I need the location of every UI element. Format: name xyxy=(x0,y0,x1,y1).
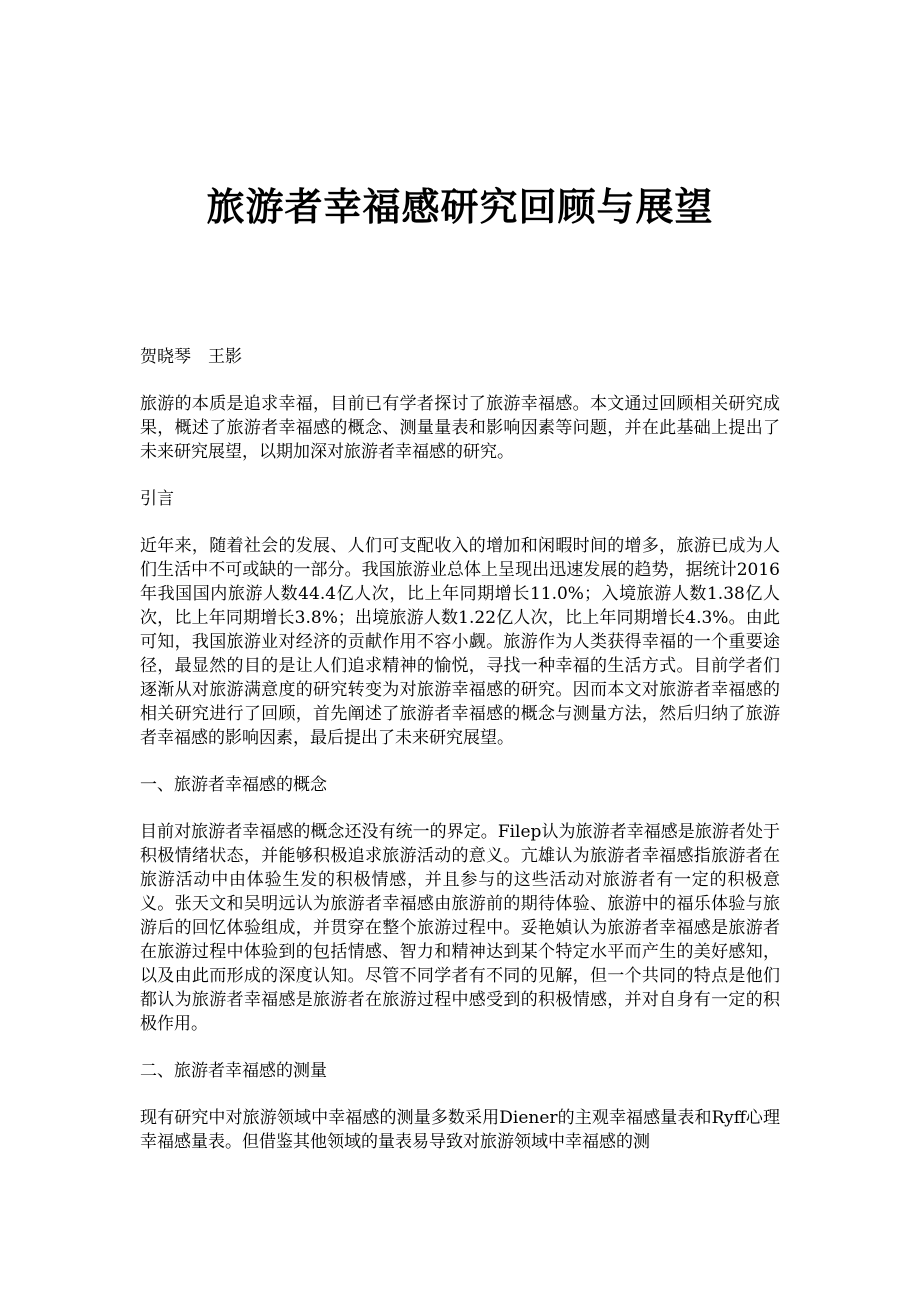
section-body-concept: 目前对旅游者幸福感的概念还没有统一的界定。Filep认为旅游者幸福感是旅游者处于积极情绪状态，并能够积极追求旅游活动的意义。亢雄认为旅游者幸福感指旅游者在旅游活动中由体验生发的积极情感，并且参与的这些活动对旅游者有一定的积极意义。张天文和吴明远认为旅游者幸福感由旅游前的期待体验、旅游中的福乐体验与旅游后的回忆体验组成，并贯穿在整个旅游过程中。妥艳媜认为旅游者幸福感是旅游者在旅游过程中体验到的包括情感、智力和精神达到某个特定水平而产生的美好感知，以及由此而形成的深度认知。尽管不同学者有不同的见解，但一个共同的特点是他们都认为旅游者幸福感是旅游者在旅游过程中感受到的积极情感，并对自身有一定的积极作用。 xyxy=(140,822,780,1034)
abstract-paragraph: 旅游的本质是追求幸福，目前已有学者探讨了旅游幸福感。本文通过回顾相关研究成果，概述了旅游者幸福感的概念、测量量表和影响因素等问题，并在此基础上提出了未来研究展望，以期加深对旅游者幸福感的研究。 xyxy=(140,394,780,462)
section-heading-concept: 一、旅游者幸福感的概念 xyxy=(140,775,327,795)
document-content xyxy=(140,345,780,1177)
section-heading-introduction: 引言 xyxy=(140,489,174,509)
section-body-measurement: 现有研究中对旅游领域中幸福感的测量多数采用Diener的主观幸福感量表和Ryff心理幸福感量表。但借鉴其他领域的量表易导致对旅游领域中幸福感的测 xyxy=(140,1108,780,1152)
authors-line: 贺晓琴 王影 xyxy=(140,347,242,367)
section-body-introduction: 近年来，随着社会的发展、人们可支配收入的增加和闲暇时间的增多，旅游已成为人们生活中不可或缺的一部分。我国旅游业总体上呈现出迅速发展的趋势，据统计2016年我国国内旅游人数44.4亿人次，比上年同期增长11.0%；入境旅游人数1.38亿人次，比上年同期增长3.8%；出境旅游人数1.22亿人次，比上年同期增长4.3%。由此可知，我国旅游业对经济的贡献作用不容小觑。旅游作为人类获得幸福的一个重要途径，最显然的目的是让人们追求精神的愉悦，寻找一种幸福的生活方式。目前学者们逐渐从对旅游满意度的研究转变为对旅游幸福感的研究。因而本文对旅游者幸福感的相关研究进行了回顾，首先阐述了旅游者幸福感的概念与测量方法，然后归纳了旅游者幸福感的影响因素，最后提出了未来研究展望。 xyxy=(140,536,780,748)
document-title: 旅游者幸福感研究回顾与展望 xyxy=(206,184,714,229)
section-heading-measurement: 二、旅游者幸福感的测量 xyxy=(140,1061,327,1081)
